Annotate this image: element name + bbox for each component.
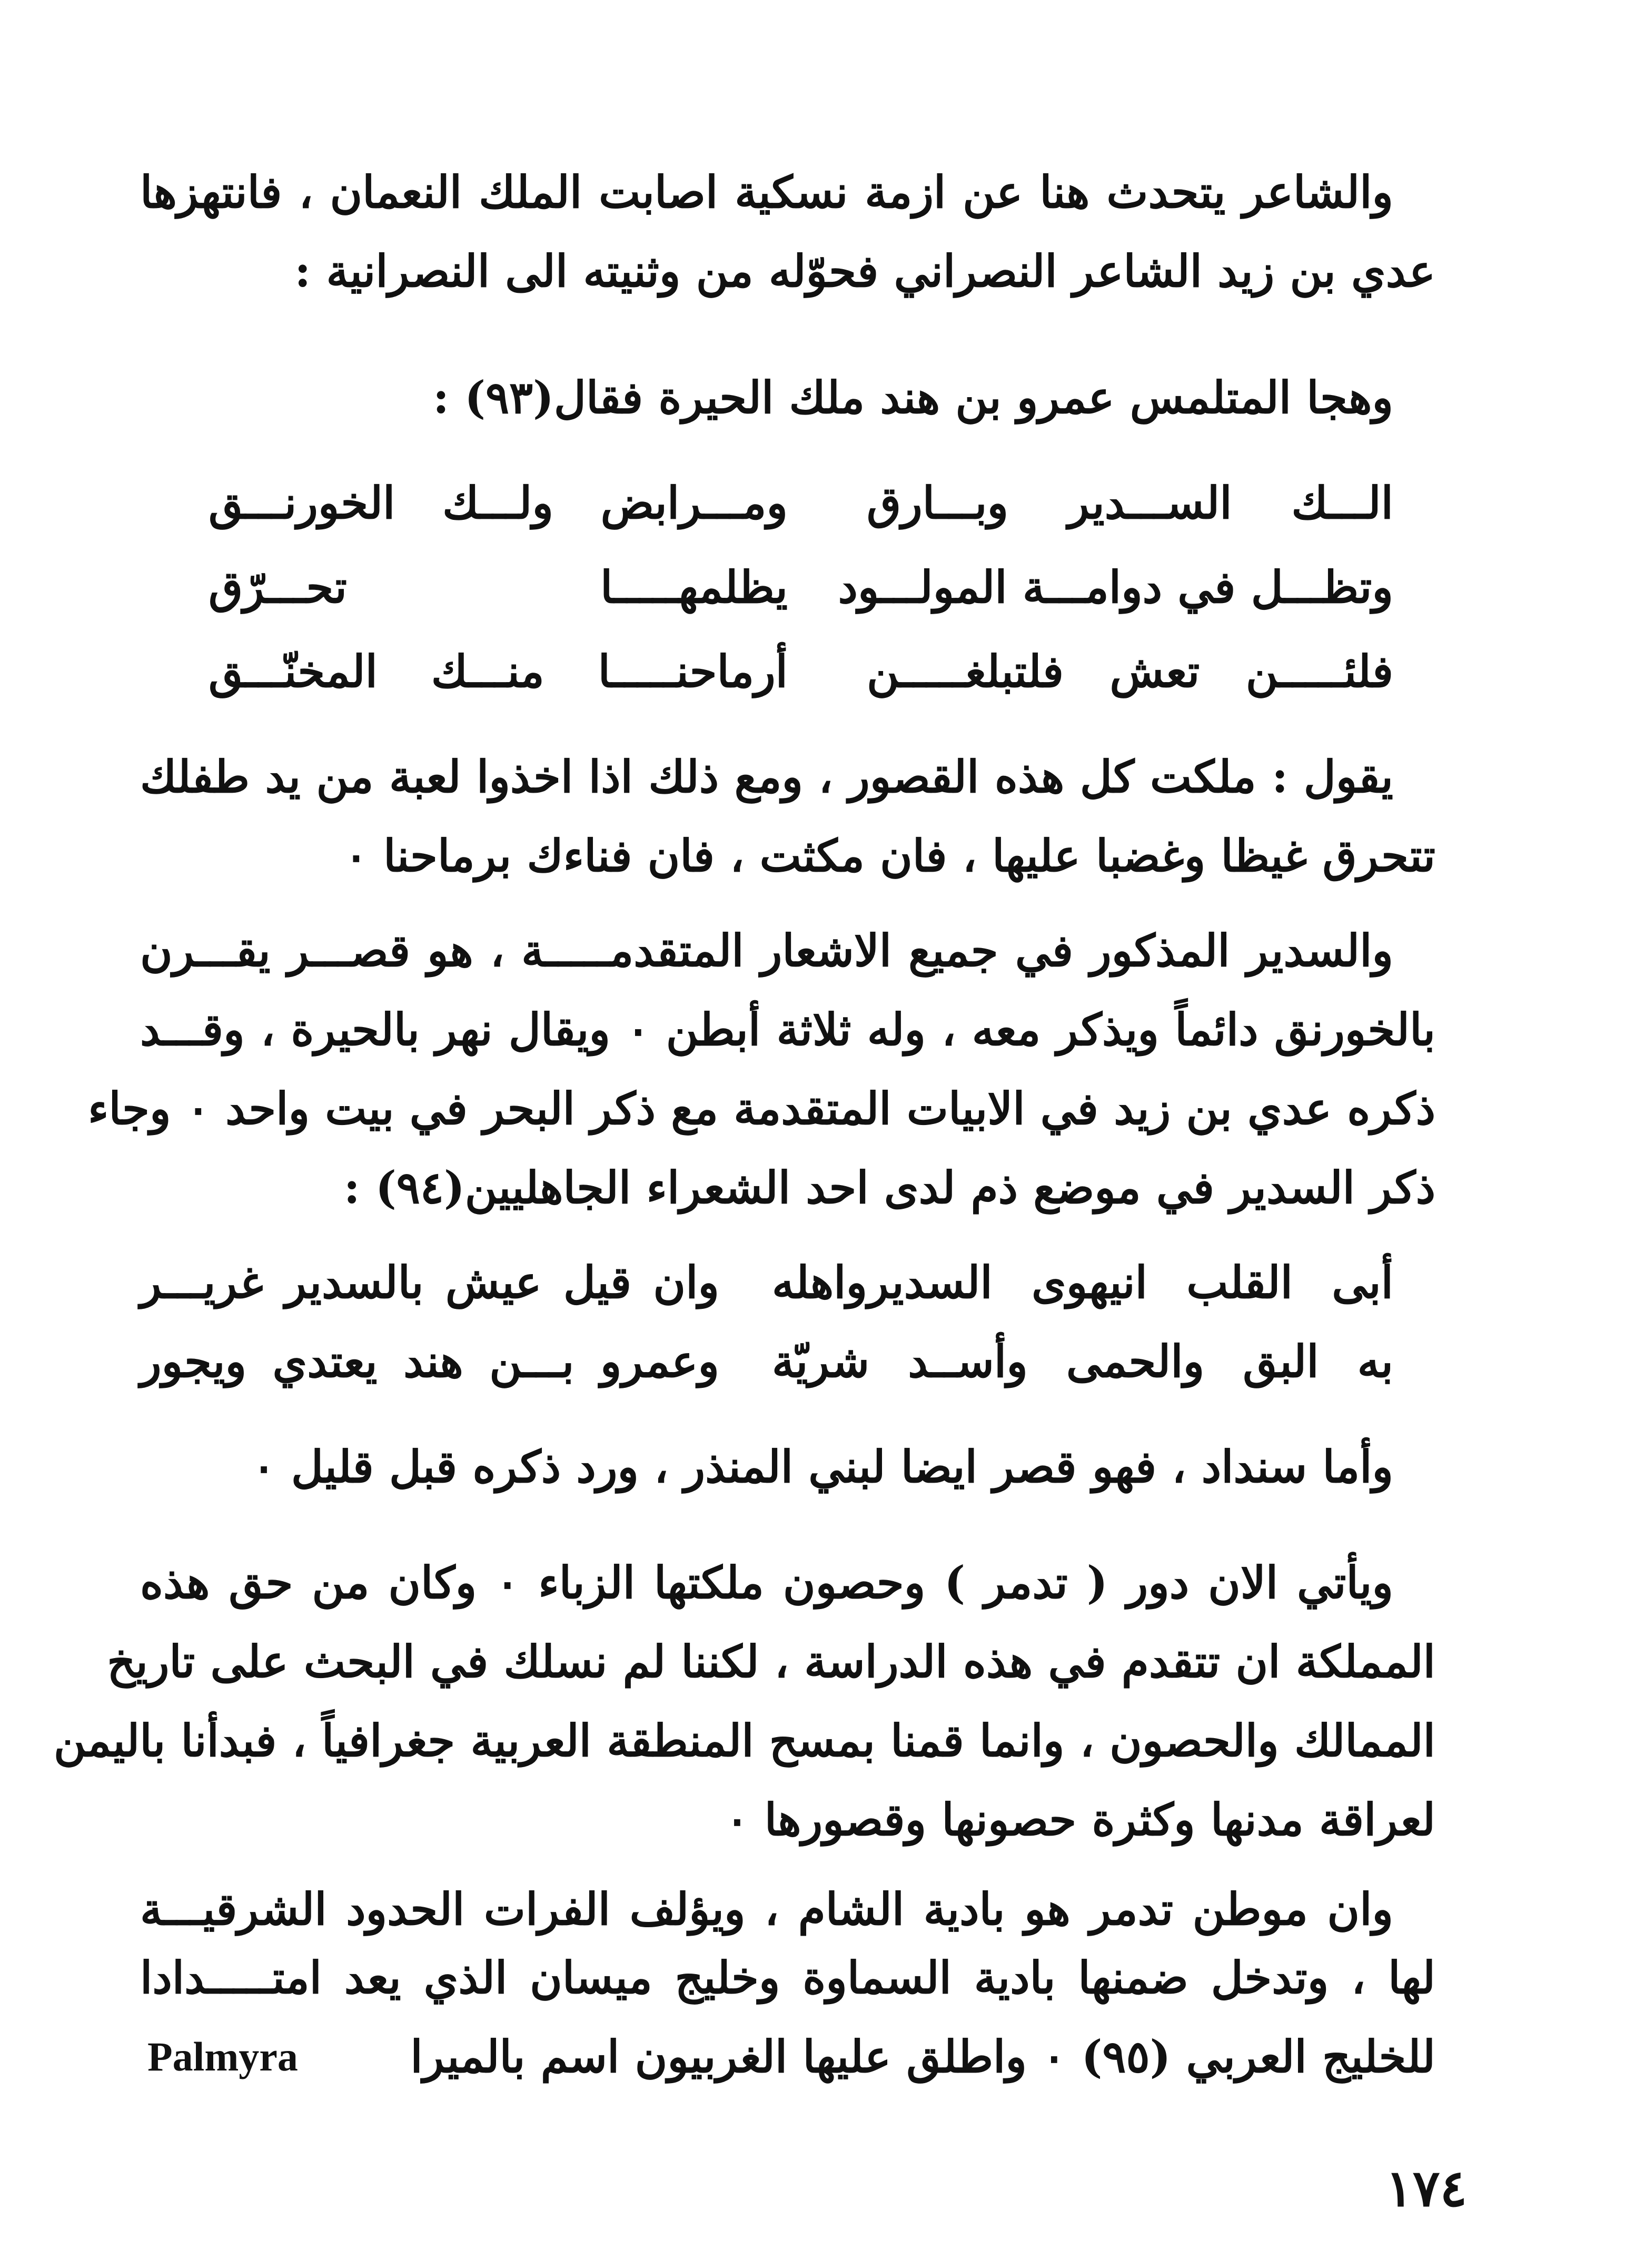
paragraph-7-line-3: للخليج العربي (٩٥) ٠ واطلق عليها الغربيون اسم بالميرا <box>410 2030 1435 2083</box>
paragraph-1-line-2: عدي بن زيد الشاعر النصراني فحوّله من وثنيته الى النصرانية : <box>294 245 1435 297</box>
paragraph-4-line-2: بالخورنق دائماً ويذكر معه ، وله ثلاثة أبطن ٠ ويقال نهر بالحيرة ، وقـــد <box>140 1003 1435 1056</box>
latin-term-palmyra: Palmyra <box>147 2034 298 2079</box>
couplet-row-1 <box>140 1243 1393 1322</box>
couplet-2-first-hemistich: به البق والحمى وأســد شريّة <box>772 1335 1393 1387</box>
verse-intro-line: وهجا المتلمس عمرو بن هند ملك الحيرة فقال(٩٣) : <box>432 371 1393 423</box>
paragraph-3-line-2: تتحرق غيظا وغضبا عليها ، فان مكثت ، فان فناءك برماحنا ٠ <box>344 830 1435 882</box>
verse-row-1 <box>209 464 1393 543</box>
page-number: ١٧٤ <box>1385 2158 1467 2218</box>
paragraph-6-line-3: الممالك والحصون ، وانما قمنا بمسح المنطقة العربية جغرافياً ، فبدأنا باليمن <box>53 1714 1435 1767</box>
verse-row-3 <box>209 632 1393 711</box>
couplet-1-second-hemistich: وان قيل عيش بالسدير غريـــر <box>140 1256 719 1308</box>
paragraph-6-line-1: ويأتي الان دور ( تدمر ) وحصون ملكتها الزباء ٠ وكان من حق هذه <box>140 1556 1393 1609</box>
verse-2-second-hemistich: يظلمهـــــا تحـــرّق <box>209 561 788 613</box>
verse-1-second-hemistich: ومـــرابض ولـــك الخورنـــق <box>209 477 788 529</box>
couplet-1-first-hemistich: أبى القلب انيهوى السديرواهله <box>772 1256 1393 1308</box>
paragraph-1-line-1: والشاعر يتحدث هنا عن ازمة نسكية اصابت الملك النعمان ، فانتهزها <box>140 166 1393 218</box>
paragraph-4-line-1: والسدير المذكور في جميع الاشعار المتقدمـــــة ، هو قصـــر يقـــرن <box>140 924 1393 977</box>
couplet-row-2 <box>140 1322 1393 1401</box>
paragraph-7-line-2: لها ، وتدخل ضمنها بادية السماوة وخليج ميسان الذي يعد امتـــــدادا <box>140 1951 1435 2004</box>
couplet-2-second-hemistich: وعمرو بـــن هند يعتدي ويجور <box>140 1335 719 1387</box>
verse-3-second-hemistich: أرماحنـــــا منـــك المخنّـــق <box>209 645 788 697</box>
paragraph-7-line-1: وان موطن تدمر هو بادية الشام ، ويؤلف الفرات الحدود الشرقيـــة <box>140 1883 1393 1935</box>
paragraph-3-line-1: يقول : ملكت كل هذه القصور ، ومع ذلك اذا اخذوا لعبة من يد طفلك <box>140 751 1393 803</box>
paragraph-4-line-4: ذكر السدير في موضع ذم لدى احد الشعراء الجاهليين(٩٤) : <box>343 1161 1435 1214</box>
verse-row-2 <box>209 548 1393 627</box>
verse-3-first-hemistich: فلئـــــن تعش فلتبلغـــــن <box>867 645 1393 697</box>
verse-2-first-hemistich: وتظـــل في دوامـــة المولـــود <box>838 561 1393 613</box>
paragraph-6-line-4: لعراقة مدنها وكثرة حصونها وقصورها ٠ <box>725 1793 1435 1846</box>
paragraph-5-line-1: وأما سنداد ، فهو قصر ايضا لبني المنذر ، ورد ذكره قبل قليل ٠ <box>252 1441 1393 1493</box>
verse-1-first-hemistich: الـــك الســـدير وبـــارق <box>867 477 1393 529</box>
paragraph-4-line-3: ذكره عدي بن زيد في الابيات المتقدمة مع ذكر البحر في بيت واحد ٠ وجاء <box>87 1082 1435 1135</box>
paragraph-6-line-2: المملكة ان تتقدم في هذه الدراسة ، لكننا لم نسلك في البحث على تاريخ <box>107 1635 1435 1688</box>
